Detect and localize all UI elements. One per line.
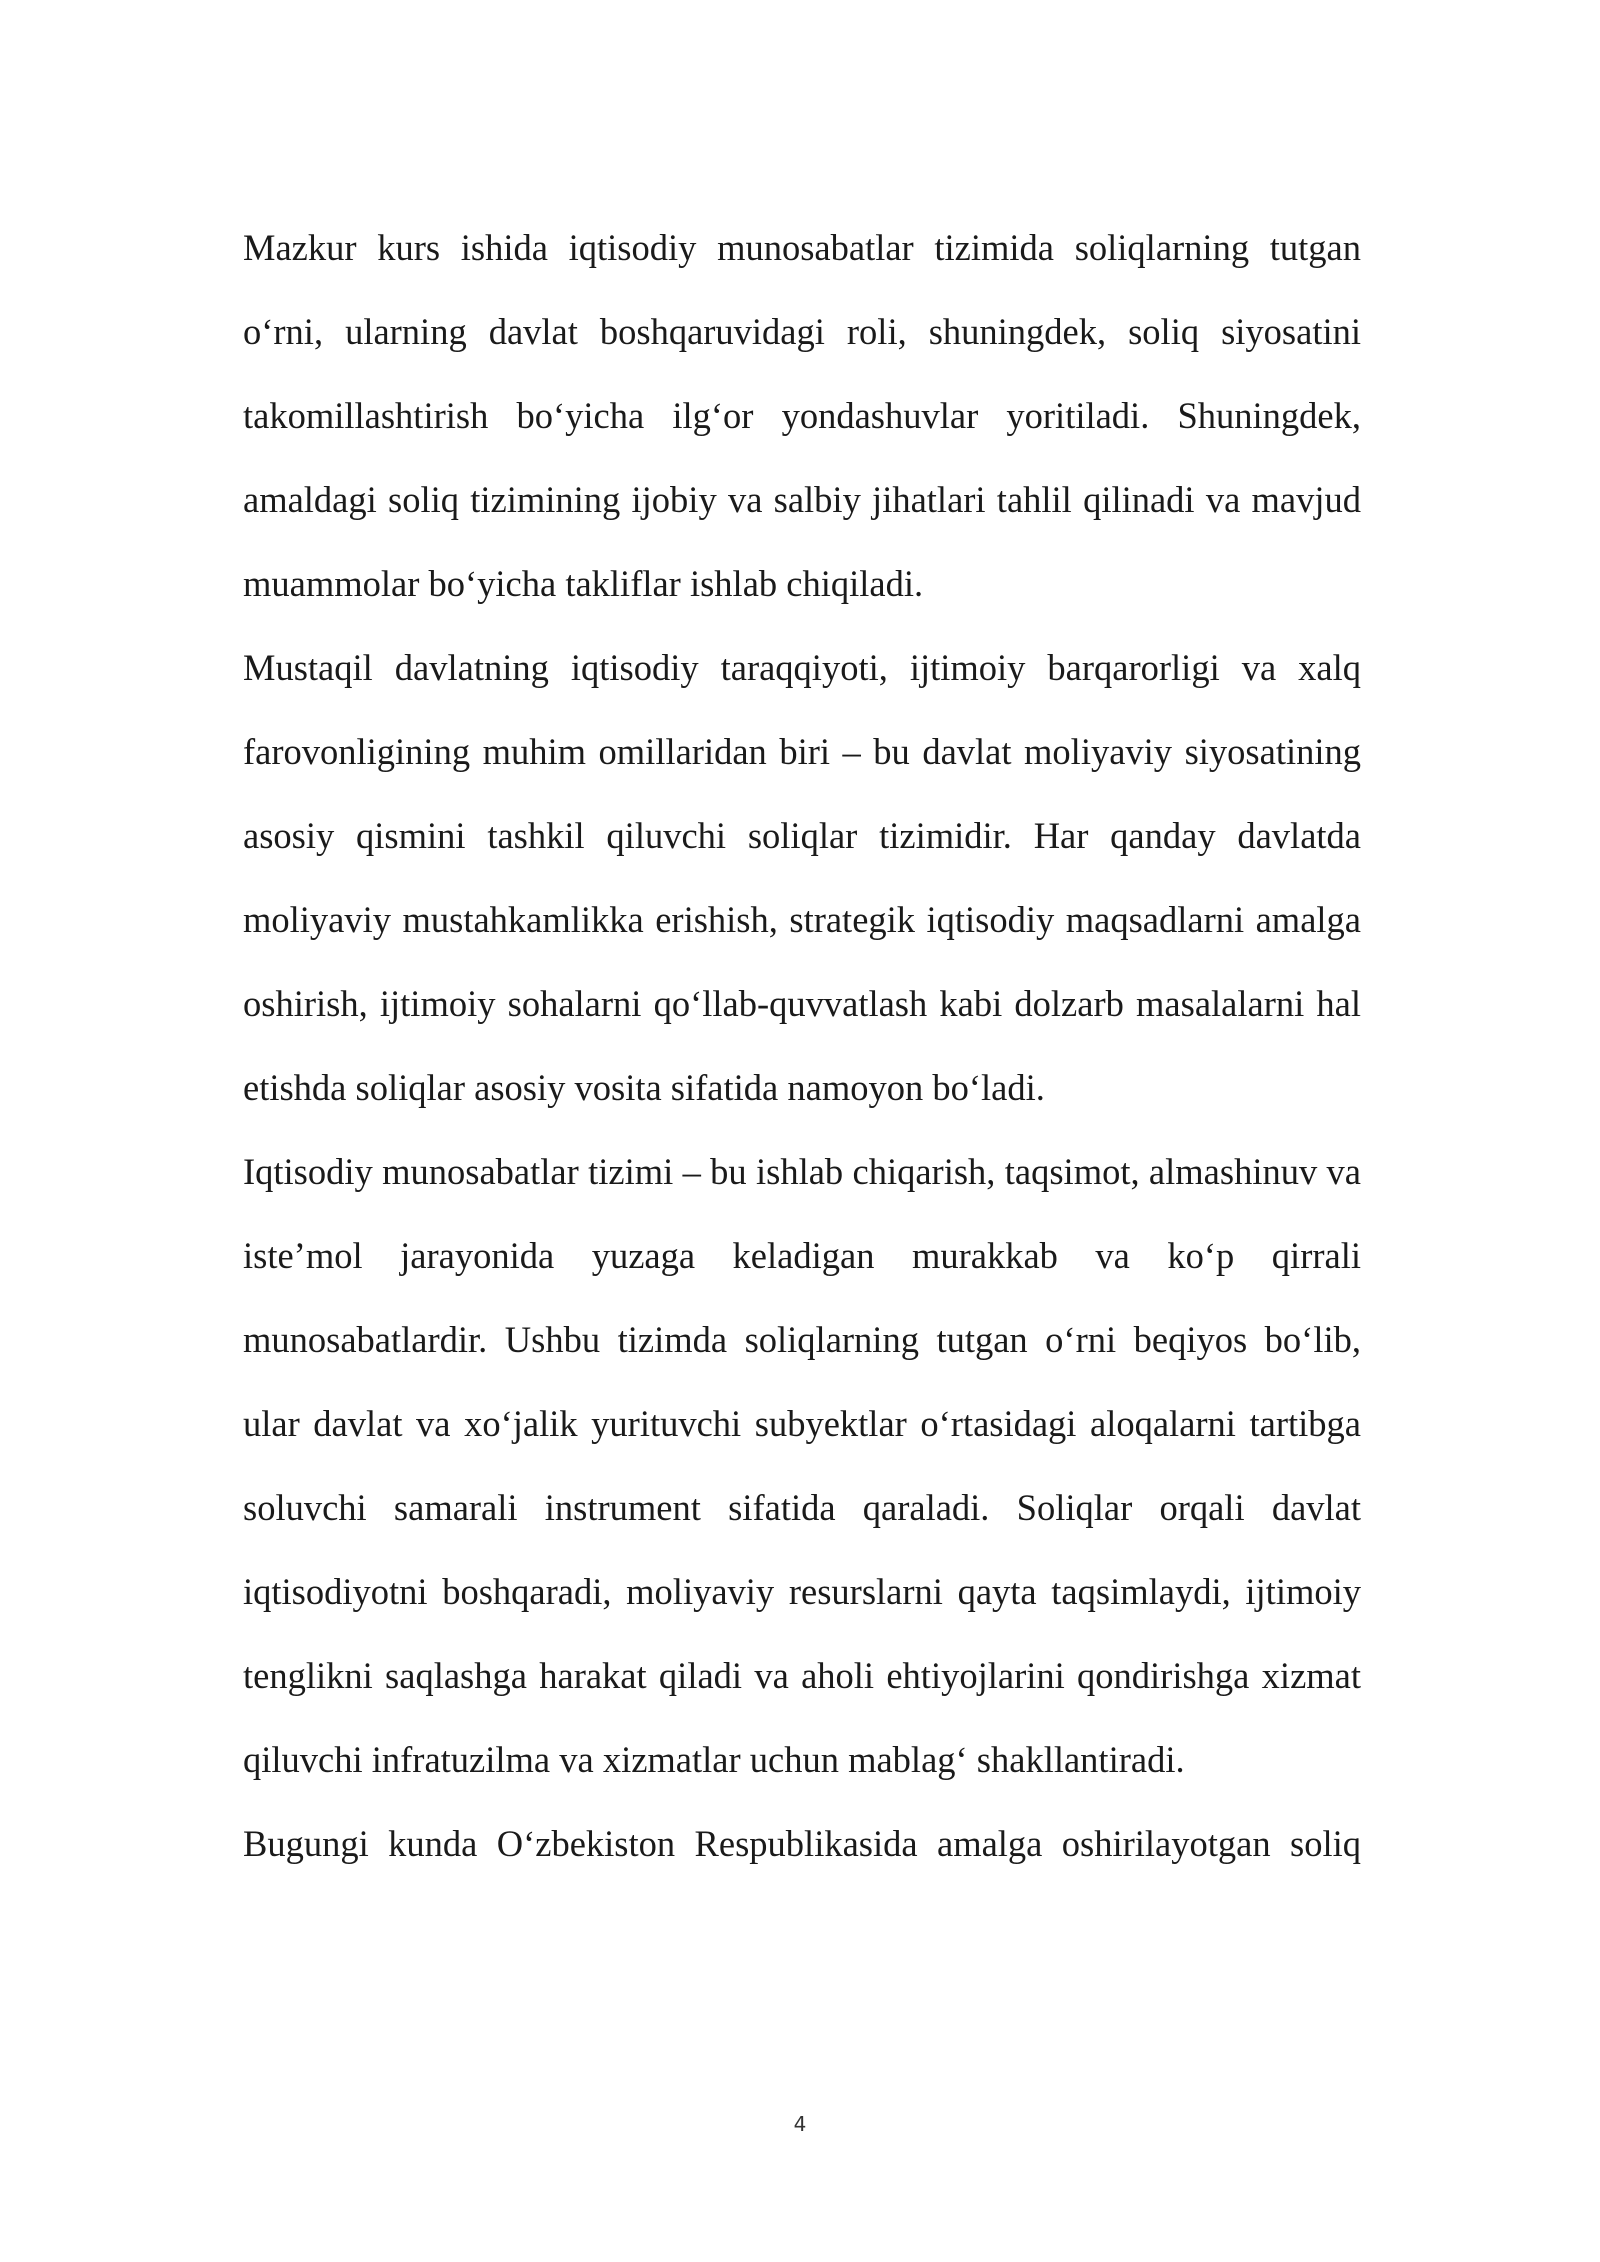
page-number: 4: [793, 2112, 807, 2136]
paragraph-course-intro: Mazkur kurs ishida iqtisodiy munosabatlar tizimida soliqlarning tutgan o‘rni, ularning davlat boshqaruvidagi roli, shuningdek, soliq siyosatini takomillashtirish bo‘yicha ilg‘or yondashuvlar yoritiladi. Shuningdek, amaldagi soliq tizimining ijobiy va salbiy jihatlari tahlil qilinadi va mavjud muammolar bo‘yicha takliflar ishlab chiqiladi.: [243, 227, 1361, 604]
body-text: [243, 206, 1361, 1886]
paragraph-economic-relations: Iqtisodiy munosabatlar tizimi – bu ishlab chiqarish, taqsimot, almashinuv va iste’mol jarayonida yuzaga keladigan murakkab va ko‘p qirrali munosabatlardir. Ushbu tizimda soliqlarning tutgan o‘rni beqiyos bo‘lib, ular davlat va xo‘jalik yurituvchi subyektlar o‘rtasidagi aloqalarni tartibga soluvchi samarali instrument sifatida qaraladi. Soliqlar orqali davlat iqtisodiyotni boshqaradi, moliyaviy resurslarni qayta taqsimlaydi, ijtimoiy tenglikni saqlashga harakat qiladi va aholi ehtiyojlarini qondirishga xizmat qiluvchi infratuzilma va xizmatlar uchun mablag‘ shakllantiradi.: [243, 1151, 1361, 1780]
paragraph-tax-system-role: Mustaqil davlatning iqtisodiy taraqqiyoti, ijtimoiy barqarorligi va xalq farovonligining muhim omillaridan biri – bu davlat moliyaviy siyosatining asosiy qismini tashkil qiluvchi soliqlar tizimidir. Har qanday davlatda moliyaviy mustahkamlikka erishish, strategik iqtisodiy maqsadlarni amalga oshirish, ijtimoiy sohalarni qo‘llab-quvvatlash kabi dolzarb masalalarni hal etishda soliqlar asosiy vosita sifatida namoyon bo‘ladi.: [243, 647, 1361, 1108]
paragraph-uzbekistan-continued: Bugungi kunda O‘zbekiston Respublikasida amalga oshirilayotgan soliq: [243, 1823, 1361, 1864]
